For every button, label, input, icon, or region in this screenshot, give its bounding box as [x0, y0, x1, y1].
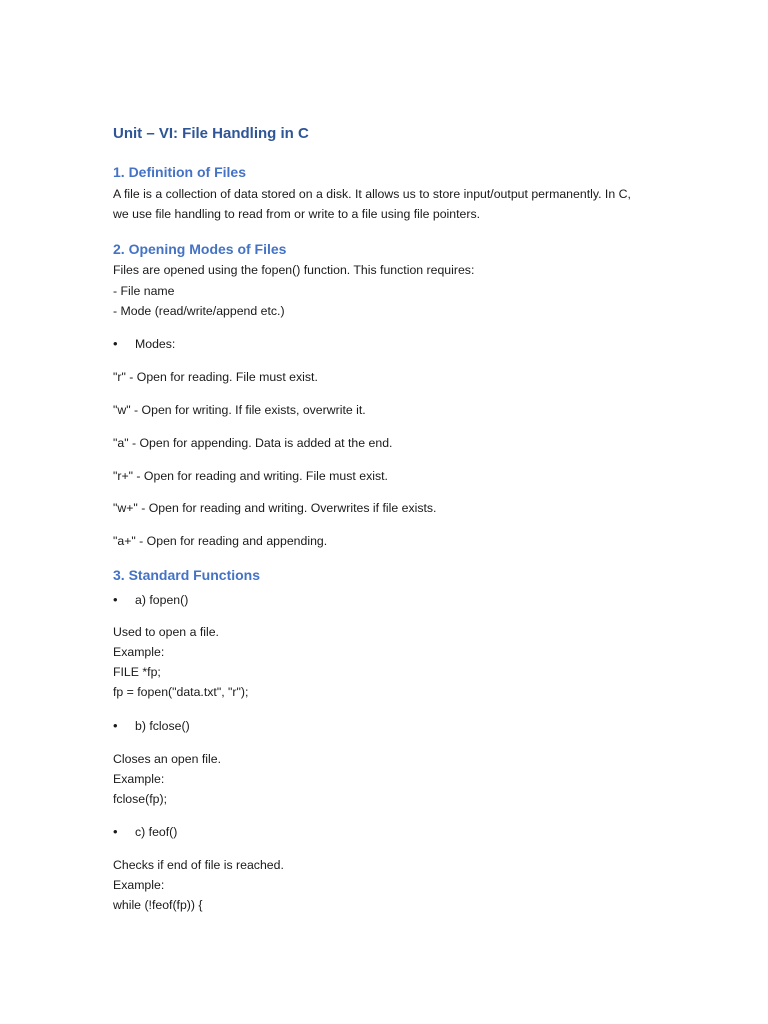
code-line: fp = fopen("data.txt", "r"); [113, 685, 249, 699]
mode-line: "r+" - Open for reading and writing. File must exist. [113, 469, 388, 483]
mode-line: "w" - Open for writing. If file exists, overwrite it. [113, 403, 366, 417]
code-line: while (!feof(fp)) { [113, 898, 203, 912]
bullet-icon: • [113, 336, 118, 351]
mode-line: "a" - Open for appending. Data is added at the end. [113, 436, 393, 450]
bullet-label: c) feof() [135, 825, 178, 839]
bullet-label: b) fclose() [135, 719, 190, 733]
paragraph-line: Example: [113, 878, 165, 892]
code-line: FILE *fp; [113, 665, 161, 679]
paragraph-line: Used to open a file. [113, 625, 219, 639]
paragraph-line: Closes an open file. [113, 752, 222, 766]
paragraph-line: Example: [113, 772, 165, 786]
bullet-icon: • [113, 592, 118, 607]
bullet-item-fclose [113, 716, 190, 736]
mode-line: "r" - Open for reading. File must exist. [113, 370, 318, 384]
bullet-label: Modes: [135, 337, 176, 351]
paragraph-line: - Mode (read/write/append etc.) [113, 304, 285, 318]
bullet-icon: • [113, 718, 118, 733]
page-title: Unit – VI: File Handling in C [113, 125, 309, 142]
mode-line: "w+" - Open for reading and writing. Overwrites if file exists. [113, 501, 437, 515]
bullet-icon: • [113, 824, 118, 839]
section-heading-opening-modes: 2. Opening Modes of Files [113, 241, 287, 257]
paragraph-line: we use file handling to read from or write to a file using file pointers. [113, 207, 481, 221]
bullet-label: a) fopen() [135, 593, 189, 607]
section-heading-standard-functions: 3. Standard Functions [113, 567, 261, 583]
paragraph-line: Files are opened using the fopen() function. This function requires: [113, 263, 475, 277]
paragraph-line: - File name [113, 284, 175, 298]
bullet-item-modes [113, 334, 175, 354]
bullet-item-fopen [113, 590, 188, 610]
code-line: fclose(fp); [113, 792, 167, 806]
paragraph-line: Example: [113, 645, 165, 659]
mode-line: "a+" - Open for reading and appending. [113, 534, 328, 548]
paragraph-line: Checks if end of file is reached. [113, 858, 284, 872]
bullet-item-feof [113, 822, 177, 842]
paragraph-line: A file is a collection of data stored on a disk. It allows us to store input/output permanently. In C, [113, 187, 631, 201]
section-heading-definition: 1. Definition of Files [113, 164, 247, 180]
